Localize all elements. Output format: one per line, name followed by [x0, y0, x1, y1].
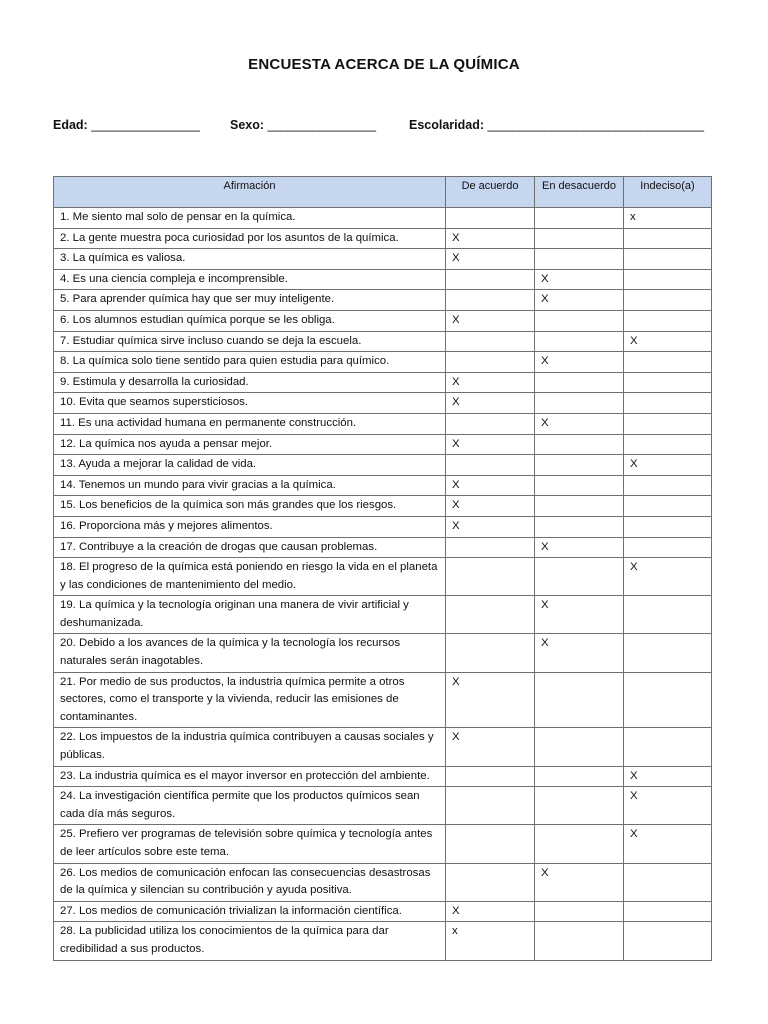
statement-cell: 21. Por medio de sus productos, la industria química permite a otros sectores, como el transporte y la vivienda, reducir las emisiones de contaminantes. [54, 672, 446, 728]
statement-cell: 1. Me siento mal solo de pensar en la química. [54, 208, 446, 229]
statement-cell: 26. Los medios de comunicación enfocan las consecuencias desastrosas de la química y silencian su contribución y ayuda positiva. [54, 863, 446, 901]
indeciso-cell[interactable] [624, 413, 712, 434]
de-acuerdo-cell[interactable]: X [446, 728, 535, 766]
table-row [54, 516, 712, 537]
table-row [54, 310, 712, 331]
de-acuerdo-cell[interactable]: X [446, 249, 535, 270]
table-row [54, 249, 712, 270]
indeciso-cell[interactable] [624, 728, 712, 766]
de-acuerdo-cell[interactable] [446, 558, 535, 596]
en-desacuerdo-cell[interactable] [535, 825, 624, 863]
header-de-acuerdo: De acuerdo [446, 177, 535, 208]
edad-blank[interactable]: _________________ [91, 118, 200, 132]
table-row [54, 901, 712, 922]
en-desacuerdo-cell[interactable] [535, 393, 624, 414]
header-afirmacion: Afirmación [54, 177, 446, 208]
sexo-label: Sexo: [230, 118, 265, 132]
indeciso-cell[interactable]: X [624, 766, 712, 787]
en-desacuerdo-cell[interactable]: X [535, 290, 624, 311]
table-row [54, 455, 712, 476]
table-row [54, 413, 712, 434]
indeciso-cell[interactable]: X [624, 455, 712, 476]
statement-cell: 19. La química y la tecnología originan una manera de vivir artificial y deshumanizada. [54, 596, 446, 634]
de-acuerdo-cell[interactable] [446, 787, 535, 825]
de-acuerdo-cell[interactable]: X [446, 393, 535, 414]
en-desacuerdo-cell[interactable]: X [535, 413, 624, 434]
sexo-field[interactable] [230, 118, 376, 132]
indeciso-cell[interactable] [624, 310, 712, 331]
indeciso-cell[interactable] [624, 901, 712, 922]
table-row [54, 825, 712, 863]
de-acuerdo-cell[interactable]: X [446, 516, 535, 537]
statement-cell: 25. Prefiero ver programas de televisión sobre química y tecnología antes de leer artículos sobre este tema. [54, 825, 446, 863]
edad-label: Edad: [53, 118, 88, 132]
de-acuerdo-cell[interactable] [446, 825, 535, 863]
en-desacuerdo-cell[interactable] [535, 475, 624, 496]
statement-cell: 22. Los impuestos de la industria química contribuyen a causas sociales y públicas. [54, 728, 446, 766]
de-acuerdo-cell[interactable] [446, 863, 535, 901]
en-desacuerdo-cell[interactable] [535, 516, 624, 537]
en-desacuerdo-cell[interactable]: X [535, 863, 624, 901]
de-acuerdo-cell[interactable] [446, 766, 535, 787]
table-row [54, 393, 712, 414]
statement-cell: 3. La química es valiosa. [54, 249, 446, 270]
statement-cell: 4. Es una ciencia compleja e incomprensible. [54, 269, 446, 290]
indeciso-cell[interactable] [624, 475, 712, 496]
de-acuerdo-cell[interactable]: X [446, 310, 535, 331]
en-desacuerdo-cell[interactable]: X [535, 269, 624, 290]
en-desacuerdo-cell[interactable]: X [535, 352, 624, 373]
en-desacuerdo-cell[interactable] [535, 558, 624, 596]
statement-cell: 8. La química solo tiene sentido para quien estudia para químico. [54, 352, 446, 373]
statement-cell: 24. La investigación científica permite que los productos químicos sean cada día más seguros. [54, 787, 446, 825]
statement-cell: 9. Estimula y desarrolla la curiosidad. [54, 372, 446, 393]
de-acuerdo-cell[interactable]: X [446, 228, 535, 249]
indeciso-cell[interactable] [624, 372, 712, 393]
de-acuerdo-cell[interactable] [446, 331, 535, 352]
indeciso-cell[interactable] [624, 863, 712, 901]
indeciso-cell[interactable] [624, 496, 712, 517]
table-row [54, 922, 712, 960]
table-row [54, 634, 712, 672]
table-row [54, 290, 712, 311]
en-desacuerdo-cell[interactable] [535, 249, 624, 270]
en-desacuerdo-cell[interactable] [535, 766, 624, 787]
table-row [54, 766, 712, 787]
statement-cell: 18. El progreso de la química está poniendo en riesgo la vida en el planeta y las condiciones de mantenimiento del medio. [54, 558, 446, 596]
de-acuerdo-cell[interactable] [446, 634, 535, 672]
en-desacuerdo-cell[interactable] [535, 228, 624, 249]
table-row [54, 596, 712, 634]
en-desacuerdo-cell[interactable]: X [535, 596, 624, 634]
statement-cell: 16. Proporciona más y mejores alimentos. [54, 516, 446, 537]
table-row [54, 475, 712, 496]
de-acuerdo-cell[interactable] [446, 537, 535, 558]
sexo-blank[interactable]: _________________ [267, 118, 376, 132]
table-row [54, 728, 712, 766]
page-title: ENCUESTA ACERCA DE LA QUÍMICA [248, 56, 520, 73]
en-desacuerdo-cell[interactable] [535, 331, 624, 352]
en-desacuerdo-cell[interactable] [535, 728, 624, 766]
indeciso-cell[interactable] [624, 269, 712, 290]
indeciso-cell[interactable] [624, 290, 712, 311]
statement-cell: 12. La química nos ayuda a pensar mejor. [54, 434, 446, 455]
en-desacuerdo-cell[interactable]: X [535, 537, 624, 558]
en-desacuerdo-cell[interactable] [535, 672, 624, 728]
de-acuerdo-cell[interactable]: X [446, 901, 535, 922]
de-acuerdo-cell[interactable]: X [446, 475, 535, 496]
de-acuerdo-cell[interactable]: x [446, 922, 535, 960]
table-row [54, 558, 712, 596]
de-acuerdo-cell[interactable] [446, 352, 535, 373]
de-acuerdo-cell[interactable] [446, 413, 535, 434]
header-en-desacuerdo: En desacuerdo [535, 177, 624, 208]
statement-cell: 6. Los alumnos estudian química porque se les obliga. [54, 310, 446, 331]
statement-cell: 17. Contribuye a la creación de drogas que causan problemas. [54, 537, 446, 558]
en-desacuerdo-cell[interactable] [535, 208, 624, 229]
indeciso-cell[interactable]: X [624, 787, 712, 825]
indeciso-cell[interactable] [624, 228, 712, 249]
de-acuerdo-cell[interactable]: X [446, 434, 535, 455]
statement-cell: 11. Es una actividad humana en permanente construcción. [54, 413, 446, 434]
statement-cell: 27. Los medios de comunicación trivializan la información científica. [54, 901, 446, 922]
table-row [54, 537, 712, 558]
en-desacuerdo-cell[interactable] [535, 372, 624, 393]
de-acuerdo-cell[interactable] [446, 290, 535, 311]
indeciso-cell[interactable]: X [624, 558, 712, 596]
de-acuerdo-cell[interactable] [446, 208, 535, 229]
en-desacuerdo-cell[interactable] [535, 922, 624, 960]
statement-cell: 14. Tenemos un mundo para vivir gracias a la química. [54, 475, 446, 496]
table-row [54, 269, 712, 290]
table-row [54, 434, 712, 455]
en-desacuerdo-cell[interactable] [535, 455, 624, 476]
de-acuerdo-cell[interactable] [446, 596, 535, 634]
table-row [54, 331, 712, 352]
statement-cell: 10. Evita que seamos supersticiosos. [54, 393, 446, 414]
indeciso-cell[interactable] [624, 393, 712, 414]
indeciso-cell[interactable] [624, 516, 712, 537]
statement-cell: 5. Para aprender química hay que ser muy inteligente. [54, 290, 446, 311]
de-acuerdo-cell[interactable]: X [446, 672, 535, 728]
indeciso-cell[interactable] [624, 249, 712, 270]
indeciso-cell[interactable] [624, 596, 712, 634]
table-row [54, 787, 712, 825]
respondent-fields [53, 118, 713, 138]
de-acuerdo-cell[interactable] [446, 455, 535, 476]
en-desacuerdo-cell[interactable] [535, 496, 624, 517]
en-desacuerdo-cell[interactable] [535, 434, 624, 455]
indeciso-cell[interactable] [624, 634, 712, 672]
indeciso-cell[interactable] [624, 922, 712, 960]
statement-cell: 2. La gente muestra poca curiosidad por los asuntos de la química. [54, 228, 446, 249]
statement-cell: 20. Debido a los avances de la química y la tecnología los recursos naturales serán inagotables. [54, 634, 446, 672]
de-acuerdo-cell[interactable] [446, 269, 535, 290]
indeciso-cell[interactable] [624, 672, 712, 728]
escolaridad-blank[interactable]: __________________________________ [487, 118, 704, 132]
en-desacuerdo-cell[interactable] [535, 310, 624, 331]
indeciso-cell[interactable]: X [624, 331, 712, 352]
table-row [54, 672, 712, 728]
survey-rows [54, 208, 712, 961]
table-row [54, 496, 712, 517]
indeciso-cell[interactable]: X [624, 825, 712, 863]
table-row [54, 228, 712, 249]
statement-cell: 15. Los beneficios de la química son más grandes que los riesgos. [54, 496, 446, 517]
table-header-row [54, 177, 712, 208]
edad-field[interactable] [53, 118, 199, 132]
table-row [54, 208, 712, 229]
en-desacuerdo-cell[interactable]: X [535, 634, 624, 672]
statement-cell: 23. La industria química es el mayor inversor en protección del ambiente. [54, 766, 446, 787]
de-acuerdo-cell[interactable]: X [446, 372, 535, 393]
indeciso-cell[interactable]: x [624, 208, 712, 229]
statement-cell: 28. La publicidad utiliza los conocimientos de la química para dar credibilidad a sus productos. [54, 922, 446, 960]
statement-cell: 13. Ayuda a mejorar la calidad de vida. [54, 455, 446, 476]
indeciso-cell[interactable] [624, 352, 712, 373]
de-acuerdo-cell[interactable]: X [446, 496, 535, 517]
survey-table [53, 176, 712, 961]
header-indeciso: Indeciso(a) [624, 177, 712, 208]
indeciso-cell[interactable] [624, 537, 712, 558]
table-row [54, 372, 712, 393]
table-row [54, 352, 712, 373]
table-row [54, 863, 712, 901]
en-desacuerdo-cell[interactable] [535, 901, 624, 922]
escolaridad-label: Escolaridad: [409, 118, 485, 132]
indeciso-cell[interactable] [624, 434, 712, 455]
en-desacuerdo-cell[interactable] [535, 787, 624, 825]
escolaridad-field[interactable] [409, 118, 703, 132]
statement-cell: 7. Estudiar química sirve incluso cuando se deja la escuela. [54, 331, 446, 352]
